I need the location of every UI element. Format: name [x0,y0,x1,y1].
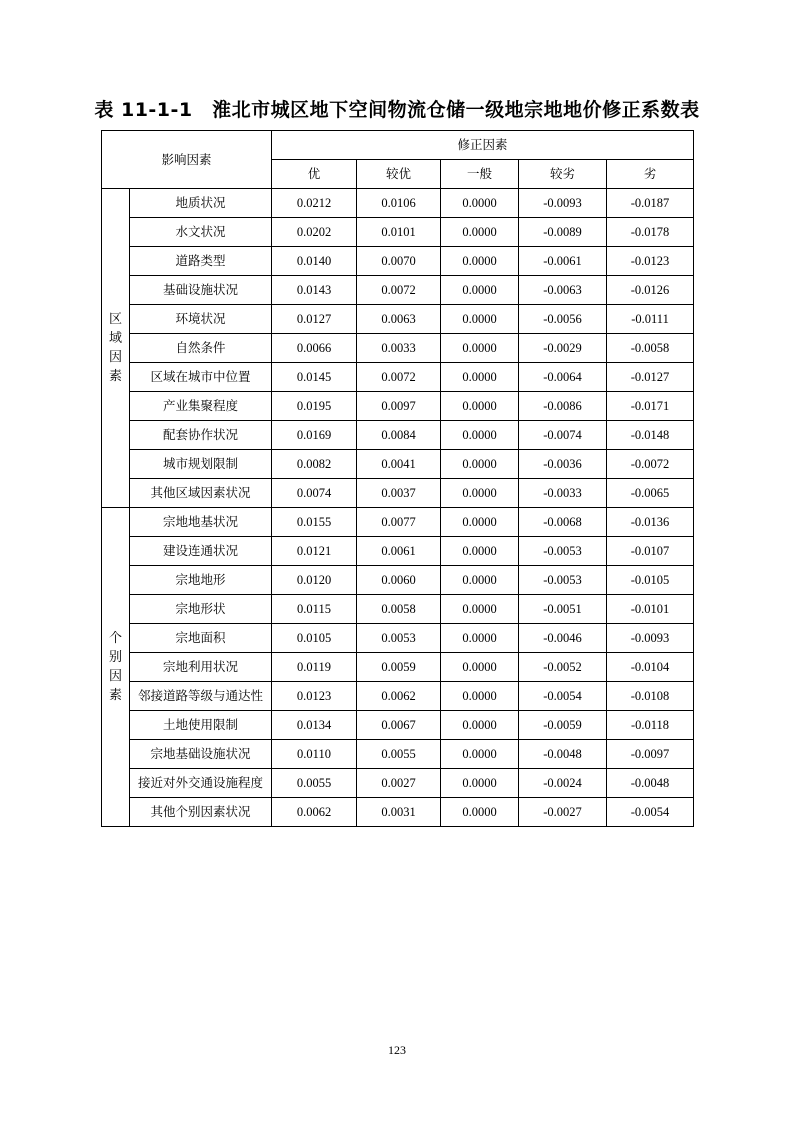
factor-name: 宗地地基状况 [130,508,272,537]
table-row [102,566,694,595]
factor-value: 0.0000 [441,624,519,653]
factor-value: 0.0000 [441,769,519,798]
factor-value: -0.0063 [519,276,607,305]
factor-value: 0.0082 [272,450,357,479]
table-row [102,798,694,827]
factor-value: -0.0107 [607,537,694,566]
factor-value: -0.0033 [519,479,607,508]
factor-value: -0.0093 [607,624,694,653]
factor-value: 0.0127 [272,305,357,334]
factor-value: -0.0059 [519,711,607,740]
factor-name: 接近对外交通设施程度 [130,769,272,798]
factor-value: 0.0120 [272,566,357,595]
factor-value: 0.0000 [441,479,519,508]
factor-value: 0.0037 [357,479,441,508]
factor-value: 0.0119 [272,653,357,682]
table-row [102,769,694,798]
factor-value: 0.0000 [441,305,519,334]
factor-value: 0.0060 [357,566,441,595]
table-row [102,363,694,392]
factor-name: 基础设施状况 [130,276,272,305]
factor-name: 环境状况 [130,305,272,334]
factor-name: 邻接道路等级与通达性 [130,682,272,711]
factor-value: 0.0000 [441,276,519,305]
level-header-average: 一般 [441,160,519,189]
factor-value: 0.0000 [441,189,519,218]
table-row [102,421,694,450]
factor-value: -0.0127 [607,363,694,392]
factor-value: -0.0024 [519,769,607,798]
factor-value: 0.0062 [272,798,357,827]
factor-value: -0.0054 [519,682,607,711]
factor-name: 产业集聚程度 [130,392,272,421]
factor-value: -0.0036 [519,450,607,479]
level-header-worst: 劣 [607,160,694,189]
factor-value: 0.0000 [441,363,519,392]
factor-value: 0.0105 [272,624,357,653]
factor-value: 0.0063 [357,305,441,334]
factor-value: 0.0000 [441,595,519,624]
factor-value: 0.0000 [441,392,519,421]
factor-value: 0.0077 [357,508,441,537]
table-row [102,392,694,421]
factor-name: 宗地形状 [130,595,272,624]
factor-value: 0.0000 [441,421,519,450]
factor-value: 0.0134 [272,711,357,740]
factor-value: 0.0072 [357,363,441,392]
factor-value: 0.0000 [441,653,519,682]
factor-value: 0.0110 [272,740,357,769]
factor-value: 0.0084 [357,421,441,450]
factor-value: -0.0048 [519,740,607,769]
page-number: 123 [388,1043,406,1057]
table-row [102,653,694,682]
table-row [102,595,694,624]
factor-value: -0.0136 [607,508,694,537]
factor-value: 0.0000 [441,247,519,276]
factor-value: -0.0171 [607,392,694,421]
factor-value: -0.0064 [519,363,607,392]
factor-value: 0.0000 [441,740,519,769]
factor-value: -0.0104 [607,653,694,682]
factor-value: -0.0123 [607,247,694,276]
factor-value: 0.0000 [441,566,519,595]
level-header-good: 较优 [357,160,441,189]
factor-value: 0.0169 [272,421,357,450]
factor-value: -0.0029 [519,334,607,363]
factor-value: -0.0178 [607,218,694,247]
factor-value: 0.0000 [441,508,519,537]
table-row [102,537,694,566]
factor-value: 0.0123 [272,682,357,711]
factor-name: 地质状况 [130,189,272,218]
factor-name: 宗地基础设施状况 [130,740,272,769]
factor-value: -0.0053 [519,537,607,566]
factor-value: 0.0055 [272,769,357,798]
factor-value: 0.0195 [272,392,357,421]
factor-value: 0.0061 [357,537,441,566]
factor-value: -0.0101 [607,595,694,624]
factor-name: 自然条件 [130,334,272,363]
factor-name: 水文状况 [130,218,272,247]
factor-value: 0.0000 [441,798,519,827]
factor-value: -0.0086 [519,392,607,421]
factor-value: -0.0089 [519,218,607,247]
factor-value: -0.0052 [519,653,607,682]
factor-value: 0.0000 [441,450,519,479]
factor-value: -0.0027 [519,798,607,827]
factor-value: 0.0027 [357,769,441,798]
factor-value: -0.0074 [519,421,607,450]
factor-value: -0.0187 [607,189,694,218]
table-row [102,682,694,711]
factor-value: 0.0031 [357,798,441,827]
factor-value: 0.0145 [272,363,357,392]
header-row-1 [102,131,694,160]
table-row [102,740,694,769]
factor-value: -0.0105 [607,566,694,595]
regional-factors-group-label: 区 域 因 素 [102,189,130,508]
factor-value: -0.0108 [607,682,694,711]
factor-value: -0.0061 [519,247,607,276]
table-row [102,334,694,363]
table-row [102,624,694,653]
factor-value: -0.0118 [607,711,694,740]
factor-value: 0.0155 [272,508,357,537]
factor-value: 0.0000 [441,537,519,566]
factor-value: 0.0053 [357,624,441,653]
factor-value: 0.0058 [357,595,441,624]
factor-name: 建设连通状况 [130,537,272,566]
factor-value: 0.0055 [357,740,441,769]
factor-value: -0.0065 [607,479,694,508]
factor-value: -0.0068 [519,508,607,537]
factor-name: 其他个别因素状况 [130,798,272,827]
factor-value: -0.0058 [607,334,694,363]
table-title: 表 11-1-1 淮北市城区地下空间物流仓储一级地宗地地价修正系数表 [94,99,700,121]
factor-name: 土地使用限制 [130,711,272,740]
factor-value: -0.0053 [519,566,607,595]
factor-value: -0.0046 [519,624,607,653]
factor-name: 道路类型 [130,247,272,276]
table-row [102,479,694,508]
factor-name: 城市规划限制 [130,450,272,479]
factor-value: 0.0070 [357,247,441,276]
table-row [102,218,694,247]
factor-value: 0.0202 [272,218,357,247]
factor-name: 宗地地形 [130,566,272,595]
factor-value: -0.0054 [607,798,694,827]
factor-value: 0.0101 [357,218,441,247]
table-row [102,450,694,479]
factor-value: 0.0033 [357,334,441,363]
factor-value: 0.0115 [272,595,357,624]
table-row [102,247,694,276]
table-row [102,305,694,334]
factor-value: 0.0066 [272,334,357,363]
factor-value: 0.0059 [357,653,441,682]
factor-value: 0.0106 [357,189,441,218]
factor-value: 0.0143 [272,276,357,305]
factor-value: 0.0140 [272,247,357,276]
table-row [102,276,694,305]
table-body [102,189,694,827]
table-row [102,189,694,218]
factor-name: 宗地面积 [130,624,272,653]
table-row [102,711,694,740]
correction-factor-table [101,130,694,827]
factor-value: -0.0148 [607,421,694,450]
factor-value: 0.0121 [272,537,357,566]
factor-value: -0.0056 [519,305,607,334]
factor-value: 0.0041 [357,450,441,479]
factor-value: 0.0000 [441,218,519,247]
factor-value: -0.0111 [607,305,694,334]
factor-value: 0.0212 [272,189,357,218]
factor-value: 0.0072 [357,276,441,305]
individual-factors-group-label: 个 别 因 素 [102,508,130,827]
factor-value: 0.0062 [357,682,441,711]
factor-name: 其他区域因素状况 [130,479,272,508]
factor-value: 0.0000 [441,711,519,740]
factor-value: -0.0048 [607,769,694,798]
level-header-poor: 较劣 [519,160,607,189]
factor-name: 宗地利用状况 [130,653,272,682]
factor-value: 0.0074 [272,479,357,508]
factor-value: -0.0097 [607,740,694,769]
influence-factor-header: 影响因素 [102,131,272,189]
factor-value: 0.0067 [357,711,441,740]
table-row [102,508,694,537]
factor-value: -0.0072 [607,450,694,479]
factor-value: 0.0097 [357,392,441,421]
level-header-excellent: 优 [272,160,357,189]
factor-value: 0.0000 [441,334,519,363]
factor-name: 区域在城市中位置 [130,363,272,392]
factor-value: -0.0093 [519,189,607,218]
factor-name: 配套协作状况 [130,421,272,450]
factor-value: -0.0051 [519,595,607,624]
factor-value: 0.0000 [441,682,519,711]
factor-value: -0.0126 [607,276,694,305]
correction-factor-header: 修正因素 [272,131,694,160]
